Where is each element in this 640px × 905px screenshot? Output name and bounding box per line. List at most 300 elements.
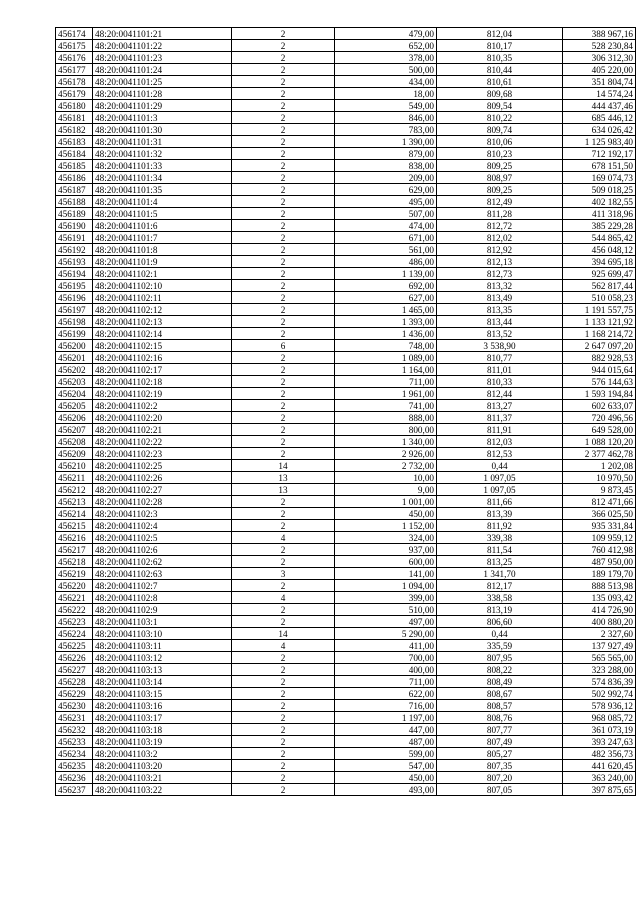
unit-value-cell: 335,59 [437, 640, 563, 652]
cadastral-number-cell: 48:20:0041103:19 [93, 736, 232, 748]
cadastral-number-cell: 48:20:0041102:8 [93, 592, 232, 604]
table-row [56, 196, 636, 208]
unit-value-cell: 812,73 [437, 268, 563, 280]
unit-value-cell: 812,13 [437, 256, 563, 268]
group-cell: 2 [232, 136, 335, 148]
cadastral-number-cell: 48:20:0041102:10 [93, 280, 232, 292]
row-id-cell: 456193 [56, 256, 93, 268]
table-row [56, 772, 636, 784]
row-id-cell: 456217 [56, 544, 93, 556]
row-id-cell: 456222 [56, 604, 93, 616]
group-cell: 2 [232, 280, 335, 292]
unit-value-cell: 1 097,05 [437, 484, 563, 496]
table-row [56, 400, 636, 412]
cadastral-number-cell: 48:20:0041101:9 [93, 256, 232, 268]
unit-value-cell: 812,53 [437, 448, 563, 460]
group-cell: 2 [232, 268, 335, 280]
unit-value-cell: 339,38 [437, 532, 563, 544]
unit-value-cell: 813,25 [437, 556, 563, 568]
cadastral-number-cell: 48:20:0041101:3 [93, 112, 232, 124]
cadastral-value-cell: 1 088 120,20 [563, 436, 636, 448]
cadastral-number-cell: 48:20:0041102:17 [93, 364, 232, 376]
cadastral-value-cell: 509 018,25 [563, 184, 636, 196]
group-cell: 2 [232, 28, 335, 40]
area-cell: 434,00 [335, 76, 437, 88]
row-id-cell: 456232 [56, 724, 93, 736]
table-row [56, 268, 636, 280]
group-cell: 2 [232, 208, 335, 220]
unit-value-cell: 808,57 [437, 700, 563, 712]
group-cell: 2 [232, 520, 335, 532]
cadastral-number-cell: 48:20:0041102:20 [93, 412, 232, 424]
table-row [56, 484, 636, 496]
area-cell: 450,00 [335, 508, 437, 520]
row-id-cell: 456194 [56, 268, 93, 280]
area-cell: 600,00 [335, 556, 437, 568]
cadastral-number-cell: 48:20:0041102:28 [93, 496, 232, 508]
row-id-cell: 456182 [56, 124, 93, 136]
table-row [56, 532, 636, 544]
group-cell: 2 [232, 232, 335, 244]
table-row [56, 556, 636, 568]
cadastral-number-cell: 48:20:0041102:7 [93, 580, 232, 592]
cadastral-number-cell: 48:20:0041102:23 [93, 448, 232, 460]
cadastral-number-cell: 48:20:0041102:16 [93, 352, 232, 364]
unit-value-cell: 810,33 [437, 376, 563, 388]
area-cell: 671,00 [335, 232, 437, 244]
row-id-cell: 456218 [56, 556, 93, 568]
cadastral-value-cell: 1 191 557,75 [563, 304, 636, 316]
unit-value-cell: 810,17 [437, 40, 563, 52]
cadastral-value-table [55, 27, 636, 796]
unit-value-cell: 812,92 [437, 244, 563, 256]
cadastral-value-cell: 394 695,18 [563, 256, 636, 268]
cadastral-value-cell: 882 928,53 [563, 352, 636, 364]
table-row [56, 748, 636, 760]
cadastral-value-cell: 456 048,12 [563, 244, 636, 256]
area-cell: 741,00 [335, 400, 437, 412]
area-cell: 399,00 [335, 592, 437, 604]
unit-value-cell: 807,05 [437, 784, 563, 796]
cadastral-value-cell: 1 202,08 [563, 460, 636, 472]
row-id-cell: 456176 [56, 52, 93, 64]
cadastral-value-cell: 9 873,45 [563, 484, 636, 496]
group-cell: 4 [232, 532, 335, 544]
table-row [56, 304, 636, 316]
cadastral-value-cell: 351 804,74 [563, 76, 636, 88]
cadastral-number-cell: 48:20:0041101:21 [93, 28, 232, 40]
area-cell: 748,00 [335, 340, 437, 352]
row-id-cell: 456219 [56, 568, 93, 580]
unit-value-cell: 811,28 [437, 208, 563, 220]
cadastral-value-cell: 528 230,84 [563, 40, 636, 52]
unit-value-cell: 813,35 [437, 304, 563, 316]
row-id-cell: 456179 [56, 88, 93, 100]
area-cell: 700,00 [335, 652, 437, 664]
cadastral-value-cell: 2 377 462,78 [563, 448, 636, 460]
row-id-cell: 456214 [56, 508, 93, 520]
cadastral-number-cell: 48:20:0041101:30 [93, 124, 232, 136]
group-cell: 14 [232, 460, 335, 472]
table-row [56, 712, 636, 724]
unit-value-cell: 808,76 [437, 712, 563, 724]
cadastral-number-cell: 48:20:0041102:18 [93, 376, 232, 388]
table-row [56, 676, 636, 688]
unit-value-cell: 809,68 [437, 88, 563, 100]
cadastral-value-cell: 888 513,98 [563, 580, 636, 592]
group-cell: 2 [232, 412, 335, 424]
unit-value-cell: 810,23 [437, 148, 563, 160]
cadastral-number-cell: 48:20:0041103:13 [93, 664, 232, 676]
group-cell: 3 [232, 568, 335, 580]
cadastral-number-cell: 48:20:0041103:17 [93, 712, 232, 724]
area-cell: 493,00 [335, 784, 437, 796]
cadastral-number-cell: 48:20:0041101:6 [93, 220, 232, 232]
cadastral-value-cell: 2 327,60 [563, 628, 636, 640]
group-cell: 2 [232, 376, 335, 388]
row-id-cell: 456198 [56, 316, 93, 328]
cadastral-number-cell: 48:20:0041101:22 [93, 40, 232, 52]
area-cell: 838,00 [335, 160, 437, 172]
group-cell: 2 [232, 124, 335, 136]
table-row [56, 352, 636, 364]
cadastral-number-cell: 48:20:0041101:25 [93, 76, 232, 88]
cadastral-number-cell: 48:20:0041103:12 [93, 652, 232, 664]
row-id-cell: 456228 [56, 676, 93, 688]
cadastral-number-cell: 48:20:0041102:15 [93, 340, 232, 352]
unit-value-cell: 807,95 [437, 652, 563, 664]
area-cell: 549,00 [335, 100, 437, 112]
unit-value-cell: 1 097,05 [437, 472, 563, 484]
cadastral-number-cell: 48:20:0041102:4 [93, 520, 232, 532]
group-cell: 2 [232, 760, 335, 772]
group-cell: 2 [232, 772, 335, 784]
group-cell: 2 [232, 724, 335, 736]
row-id-cell: 456233 [56, 736, 93, 748]
group-cell: 2 [232, 172, 335, 184]
unit-value-cell: 810,44 [437, 64, 563, 76]
row-id-cell: 456187 [56, 184, 93, 196]
area-cell: 1 152,00 [335, 520, 437, 532]
row-id-cell: 456227 [56, 664, 93, 676]
group-cell: 2 [232, 784, 335, 796]
row-id-cell: 456188 [56, 196, 93, 208]
table-row [56, 688, 636, 700]
table-row [56, 40, 636, 52]
unit-value-cell: 809,25 [437, 184, 563, 196]
cadastral-value-cell: 363 240,00 [563, 772, 636, 784]
table-row [56, 88, 636, 100]
unit-value-cell: 813,27 [437, 400, 563, 412]
table-row [56, 316, 636, 328]
area-cell: 692,00 [335, 280, 437, 292]
cadastral-value-cell: 925 699,47 [563, 268, 636, 280]
unit-value-cell: 813,39 [437, 508, 563, 520]
table-row [56, 232, 636, 244]
row-id-cell: 456204 [56, 388, 93, 400]
cadastral-value-cell: 576 144,63 [563, 376, 636, 388]
cadastral-value-cell: 510 058,23 [563, 292, 636, 304]
cadastral-number-cell: 48:20:0041101:35 [93, 184, 232, 196]
area-cell: 888,00 [335, 412, 437, 424]
row-id-cell: 456220 [56, 580, 93, 592]
group-cell: 2 [232, 52, 335, 64]
table-row [56, 100, 636, 112]
table-row [56, 244, 636, 256]
area-cell: 711,00 [335, 676, 437, 688]
group-cell: 4 [232, 592, 335, 604]
row-id-cell: 456211 [56, 472, 93, 484]
unit-value-cell: 0,44 [437, 460, 563, 472]
group-cell: 4 [232, 640, 335, 652]
group-cell: 2 [232, 292, 335, 304]
cadastral-number-cell: 48:20:0041102:12 [93, 304, 232, 316]
area-cell: 1 390,00 [335, 136, 437, 148]
area-cell: 324,00 [335, 532, 437, 544]
cadastral-number-cell: 48:20:0041102:19 [93, 388, 232, 400]
table-body [56, 28, 636, 796]
unit-value-cell: 808,97 [437, 172, 563, 184]
area-cell: 879,00 [335, 148, 437, 160]
table-row [56, 136, 636, 148]
group-cell: 2 [232, 604, 335, 616]
area-cell: 2 732,00 [335, 460, 437, 472]
cadastral-number-cell: 48:20:0041101:28 [93, 88, 232, 100]
unit-value-cell: 813,32 [437, 280, 563, 292]
area-cell: 411,00 [335, 640, 437, 652]
unit-value-cell: 813,52 [437, 328, 563, 340]
row-id-cell: 456196 [56, 292, 93, 304]
cadastral-number-cell: 48:20:0041102:5 [93, 532, 232, 544]
unit-value-cell: 1 341,70 [437, 568, 563, 580]
area-cell: 450,00 [335, 772, 437, 784]
row-id-cell: 456183 [56, 136, 93, 148]
cadastral-value-cell: 760 412,98 [563, 544, 636, 556]
group-cell: 2 [232, 712, 335, 724]
unit-value-cell: 811,92 [437, 520, 563, 532]
group-cell: 2 [232, 76, 335, 88]
unit-value-cell: 810,77 [437, 352, 563, 364]
group-cell: 2 [232, 256, 335, 268]
group-cell: 2 [232, 496, 335, 508]
table-row [56, 700, 636, 712]
unit-value-cell: 810,61 [437, 76, 563, 88]
cadastral-number-cell: 48:20:0041102:11 [93, 292, 232, 304]
row-id-cell: 456226 [56, 652, 93, 664]
cadastral-number-cell: 48:20:0041101:7 [93, 232, 232, 244]
table-row [56, 460, 636, 472]
table-row [56, 28, 636, 40]
table-row [56, 112, 636, 124]
cadastral-value-cell: 544 865,42 [563, 232, 636, 244]
area-cell: 510,00 [335, 604, 437, 616]
group-cell: 2 [232, 400, 335, 412]
table-row [56, 172, 636, 184]
group-cell: 6 [232, 340, 335, 352]
unit-value-cell: 807,49 [437, 736, 563, 748]
area-cell: 622,00 [335, 688, 437, 700]
group-cell: 2 [232, 220, 335, 232]
row-id-cell: 456236 [56, 772, 93, 784]
row-id-cell: 456230 [56, 700, 93, 712]
row-id-cell: 456200 [56, 340, 93, 352]
cadastral-number-cell: 48:20:0041103:1 [93, 616, 232, 628]
table-row [56, 52, 636, 64]
unit-value-cell: 809,54 [437, 100, 563, 112]
area-cell: 1 340,00 [335, 436, 437, 448]
table-row [56, 616, 636, 628]
group-cell: 2 [232, 652, 335, 664]
unit-value-cell: 808,67 [437, 688, 563, 700]
cadastral-value-cell: 411 318,96 [563, 208, 636, 220]
unit-value-cell: 810,22 [437, 112, 563, 124]
group-cell: 2 [232, 64, 335, 76]
table-row [56, 568, 636, 580]
group-cell: 2 [232, 700, 335, 712]
unit-value-cell: 812,04 [437, 28, 563, 40]
group-cell: 2 [232, 112, 335, 124]
table-row [56, 220, 636, 232]
group-cell: 2 [232, 304, 335, 316]
cadastral-value-cell: 10 970,50 [563, 472, 636, 484]
table-row [56, 376, 636, 388]
unit-value-cell: 805,27 [437, 748, 563, 760]
cadastral-number-cell: 48:20:0041101:33 [93, 160, 232, 172]
unit-value-cell: 811,37 [437, 412, 563, 424]
cadastral-number-cell: 48:20:0041103:16 [93, 700, 232, 712]
cadastral-value-cell: 1 168 214,72 [563, 328, 636, 340]
table-row [56, 664, 636, 676]
unit-value-cell: 3 538,90 [437, 340, 563, 352]
cadastral-value-cell: 306 312,30 [563, 52, 636, 64]
unit-value-cell: 813,44 [437, 316, 563, 328]
group-cell: 2 [232, 736, 335, 748]
cadastral-number-cell: 48:20:0041101:31 [93, 136, 232, 148]
cadastral-value-cell: 189 179,70 [563, 568, 636, 580]
cadastral-number-cell: 48:20:0041102:26 [93, 472, 232, 484]
table-row [56, 652, 636, 664]
cadastral-value-cell: 634 026,42 [563, 124, 636, 136]
area-cell: 561,00 [335, 244, 437, 256]
row-id-cell: 456216 [56, 532, 93, 544]
group-cell: 2 [232, 664, 335, 676]
table-row [56, 184, 636, 196]
unit-value-cell: 807,35 [437, 760, 563, 772]
area-cell: 507,00 [335, 208, 437, 220]
table-row [56, 520, 636, 532]
cadastral-number-cell: 48:20:0041103:14 [93, 676, 232, 688]
group-cell: 2 [232, 328, 335, 340]
table-row [56, 760, 636, 772]
cadastral-number-cell: 48:20:0041101:24 [93, 64, 232, 76]
cadastral-value-cell: 366 025,50 [563, 508, 636, 520]
area-cell: 18,00 [335, 88, 437, 100]
area-cell: 5 290,00 [335, 628, 437, 640]
row-id-cell: 456190 [56, 220, 93, 232]
cadastral-value-cell: 109 959,12 [563, 532, 636, 544]
row-id-cell: 456237 [56, 784, 93, 796]
area-cell: 716,00 [335, 700, 437, 712]
cadastral-value-cell: 400 880,20 [563, 616, 636, 628]
unit-value-cell: 813,49 [437, 292, 563, 304]
cadastral-value-cell: 935 331,84 [563, 520, 636, 532]
area-cell: 10,00 [335, 472, 437, 484]
cadastral-number-cell: 48:20:0041102:22 [93, 436, 232, 448]
table-row [56, 364, 636, 376]
table-row [56, 208, 636, 220]
cadastral-value-cell: 502 992,74 [563, 688, 636, 700]
group-cell: 2 [232, 544, 335, 556]
cadastral-value-cell: 1 133 121,92 [563, 316, 636, 328]
cadastral-number-cell: 48:20:0041102:2 [93, 400, 232, 412]
area-cell: 487,00 [335, 736, 437, 748]
area-cell: 1 164,00 [335, 364, 437, 376]
area-cell: 400,00 [335, 664, 437, 676]
table-row [56, 64, 636, 76]
group-cell: 2 [232, 40, 335, 52]
cadastral-number-cell: 48:20:0041102:62 [93, 556, 232, 568]
cadastral-number-cell: 48:20:0041103:20 [93, 760, 232, 772]
area-cell: 209,00 [335, 172, 437, 184]
unit-value-cell: 810,35 [437, 52, 563, 64]
cadastral-value-cell: 405 220,00 [563, 64, 636, 76]
row-id-cell: 456209 [56, 448, 93, 460]
cadastral-number-cell: 48:20:0041102:6 [93, 544, 232, 556]
table-row [56, 292, 636, 304]
group-cell: 2 [232, 424, 335, 436]
table-row [56, 424, 636, 436]
table-row [56, 628, 636, 640]
unit-value-cell: 812,02 [437, 232, 563, 244]
row-id-cell: 456205 [56, 400, 93, 412]
group-cell: 2 [232, 244, 335, 256]
unit-value-cell: 811,91 [437, 424, 563, 436]
row-id-cell: 456225 [56, 640, 93, 652]
area-cell: 1 197,00 [335, 712, 437, 724]
table-row [56, 328, 636, 340]
area-cell: 711,00 [335, 376, 437, 388]
group-cell: 13 [232, 484, 335, 496]
unit-value-cell: 812,72 [437, 220, 563, 232]
area-cell: 627,00 [335, 292, 437, 304]
area-cell: 141,00 [335, 568, 437, 580]
table-row [56, 124, 636, 136]
area-cell: 479,00 [335, 28, 437, 40]
cadastral-value-cell: 361 073,19 [563, 724, 636, 736]
unit-value-cell: 807,77 [437, 724, 563, 736]
area-cell: 599,00 [335, 748, 437, 760]
area-cell: 378,00 [335, 52, 437, 64]
cadastral-number-cell: 48:20:0041102:1 [93, 268, 232, 280]
cadastral-value-cell: 323 288,00 [563, 664, 636, 676]
cadastral-number-cell: 48:20:0041102:3 [93, 508, 232, 520]
group-cell: 13 [232, 472, 335, 484]
unit-value-cell: 811,66 [437, 496, 563, 508]
cadastral-value-cell: 944 015,64 [563, 364, 636, 376]
unit-value-cell: 810,06 [437, 136, 563, 148]
group-cell: 2 [232, 508, 335, 520]
cadastral-value-cell: 649 528,00 [563, 424, 636, 436]
row-id-cell: 456180 [56, 100, 93, 112]
cadastral-number-cell: 48:20:0041101:32 [93, 148, 232, 160]
row-id-cell: 456224 [56, 628, 93, 640]
area-cell: 500,00 [335, 64, 437, 76]
cadastral-value-cell: 574 836,39 [563, 676, 636, 688]
area-cell: 846,00 [335, 112, 437, 124]
group-cell: 2 [232, 688, 335, 700]
table-row [56, 388, 636, 400]
row-id-cell: 456175 [56, 40, 93, 52]
